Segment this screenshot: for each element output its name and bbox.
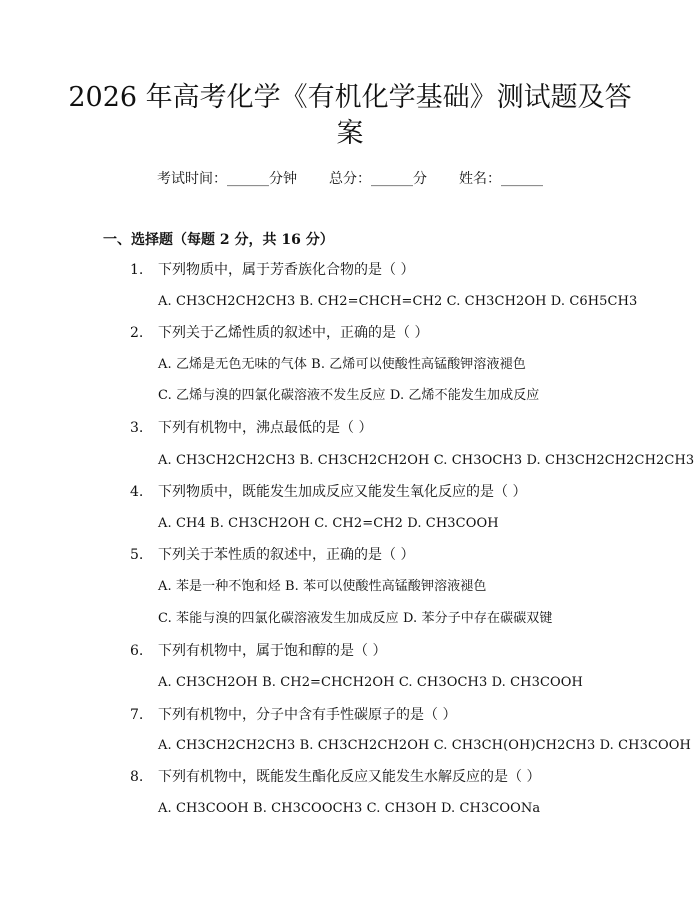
exam-meta [0, 169, 700, 189]
question-options: A. CH3CH2CH2CH3 B. CH3CH2CH2OH C. CH3CH(OH)CH2CH3 D. CH3COOH [158, 738, 691, 753]
question-options: A. CH3CH2CH2CH3 B. CH2=CHCH=CH2 C. CH3CH2OH D. C6H5CH3 [158, 294, 638, 309]
question-number: 3. [130, 420, 144, 436]
question-text: 下列有机物中，分子中含有手性碳原子的是（ ） [158, 707, 457, 723]
question [130, 482, 526, 502]
question-text: 下列有机物中，属于饱和醇的是（ ） [158, 643, 387, 659]
question-number: 1. [130, 262, 144, 278]
question-number: 6. [130, 643, 144, 659]
question [130, 767, 540, 787]
question-options: C. 乙烯与溴的四氯化碳溶液不发生反应 D. 乙烯不能发生加成反应 [158, 388, 540, 403]
question-number: 5. [130, 547, 144, 563]
question-number: 4. [130, 484, 144, 500]
question [130, 641, 386, 661]
exam-name: 姓名：______ [459, 171, 543, 187]
question-number: 8. [130, 769, 144, 785]
question [130, 545, 414, 565]
question-options: C. 苯能与溴的四氯化碳溶液发生加成反应 D. 苯分子中存在碳碳双键 [158, 611, 553, 626]
question-options: A. CH3CH2CH2CH3 B. CH3CH2CH2OH C. CH3OCH3 D. CH3CH2CH2CH2CH3 [158, 453, 695, 468]
exam-score: 总分：______分 [329, 171, 427, 187]
question [130, 260, 414, 280]
question [130, 418, 372, 438]
question [130, 323, 428, 343]
exam-time: 考试时间：______分钟 [157, 171, 297, 187]
question-text: 下列物质中，既能发生加成反应又能发生氧化反应的是（ ） [158, 484, 527, 500]
question-text: 下列有机物中，既能发生酯化反应又能发生水解反应的是（ ） [158, 769, 541, 785]
question-options: A. CH3CH2OH B. CH2=CHCH2OH C. CH3OCH3 D. CH3COOH [158, 675, 583, 690]
question-text: 下列关于苯性质的叙述中，正确的是（ ） [158, 547, 415, 563]
section-heading: 一、选择题（每题 2 分，共 16 分） [103, 232, 334, 248]
question-number: 7. [130, 707, 144, 723]
question-text: 下列物质中，属于芳香族化合物的是（ ） [158, 262, 415, 278]
page-title: 2026 年高考化学《有机化学基础》测试题及答案 [68, 82, 632, 149]
question-number: 2. [130, 325, 144, 341]
question-text: 下列关于乙烯性质的叙述中，正确的是（ ） [158, 325, 429, 341]
question-options: A. CH4 B. CH3CH2OH C. CH2=CH2 D. CH3COOH [158, 516, 499, 531]
question [130, 705, 456, 725]
question-options: A. CH3COOH B. CH3COOCH3 C. CH3OH D. CH3COONa [158, 801, 541, 816]
question-options: A. 苯是一种不饱和烃 B. 苯可以使酸性高锰酸钾溶液褪色 [158, 579, 487, 594]
question-text: 下列有机物中，沸点最低的是（ ） [158, 420, 373, 436]
question-options: A. 乙烯是无色无味的气体 B. 乙烯可以使酸性高锰酸钾溶液褪色 [158, 357, 526, 372]
